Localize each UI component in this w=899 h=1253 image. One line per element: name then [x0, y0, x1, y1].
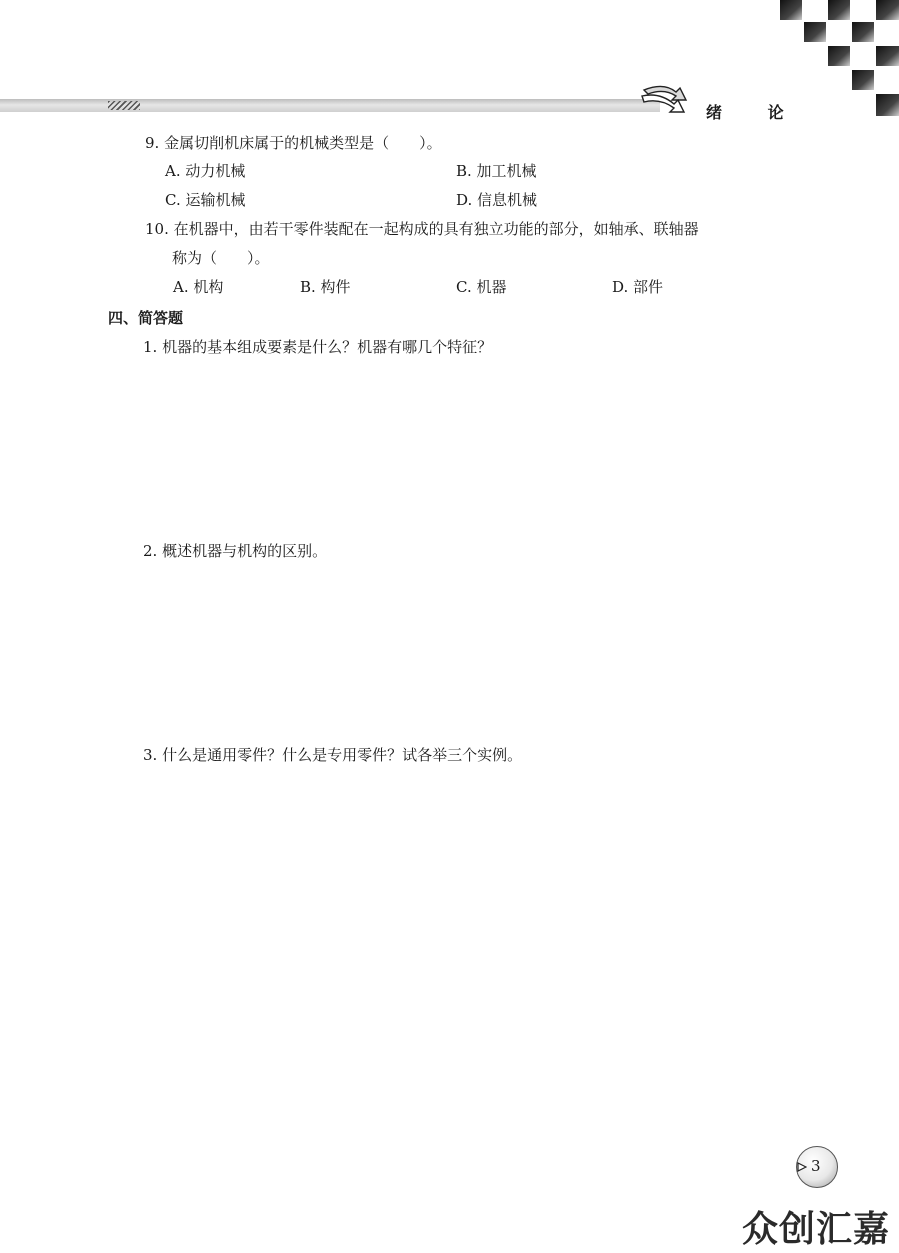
- page-number: 3: [811, 1157, 821, 1175]
- chapter-title: 绪 论: [706, 103, 804, 122]
- section-heading: 四、简答题: [108, 309, 184, 327]
- short-answer-question-3: 3. 什么是通用零件？什么是专用零件？试各举三个实例。: [143, 746, 523, 764]
- question-9-option-c: C. 运输机械: [165, 191, 246, 209]
- play-triangle-icon: [797, 1162, 807, 1172]
- question-9-stem: 9. 金属切削机床属于的机械类型是（ ）。: [145, 134, 442, 152]
- header-hatch-decoration: [108, 101, 140, 110]
- short-answer-question-2: 2. 概述机器与机构的区别。: [143, 542, 328, 560]
- question-9-option-b: B. 加工机械: [456, 162, 537, 180]
- question-10-option-d: D. 部件: [612, 278, 664, 296]
- short-answer-question-1: 1. 机器的基本组成要素是什么？机器有哪几个特征？: [143, 338, 493, 356]
- watermark: 众创汇嘉: [742, 1209, 891, 1250]
- question-10-stem-line2: 称为（ ）。: [172, 249, 270, 267]
- header-bar: [0, 99, 660, 112]
- question-10-option-b: B. 构件: [300, 278, 351, 296]
- question-9-option-d: D. 信息机械: [456, 191, 538, 209]
- question-9-option-a: A. 动力机械: [165, 162, 246, 180]
- question-10-stem-line1: 10. 在机器中，由若干零件装配在一起构成的具有独立功能的部分，如轴承、联轴器: [145, 220, 699, 238]
- double-arrow-icon: [640, 80, 690, 116]
- question-10-option-a: A. 机构: [173, 278, 224, 296]
- question-10-option-c: C. 机器: [456, 278, 507, 296]
